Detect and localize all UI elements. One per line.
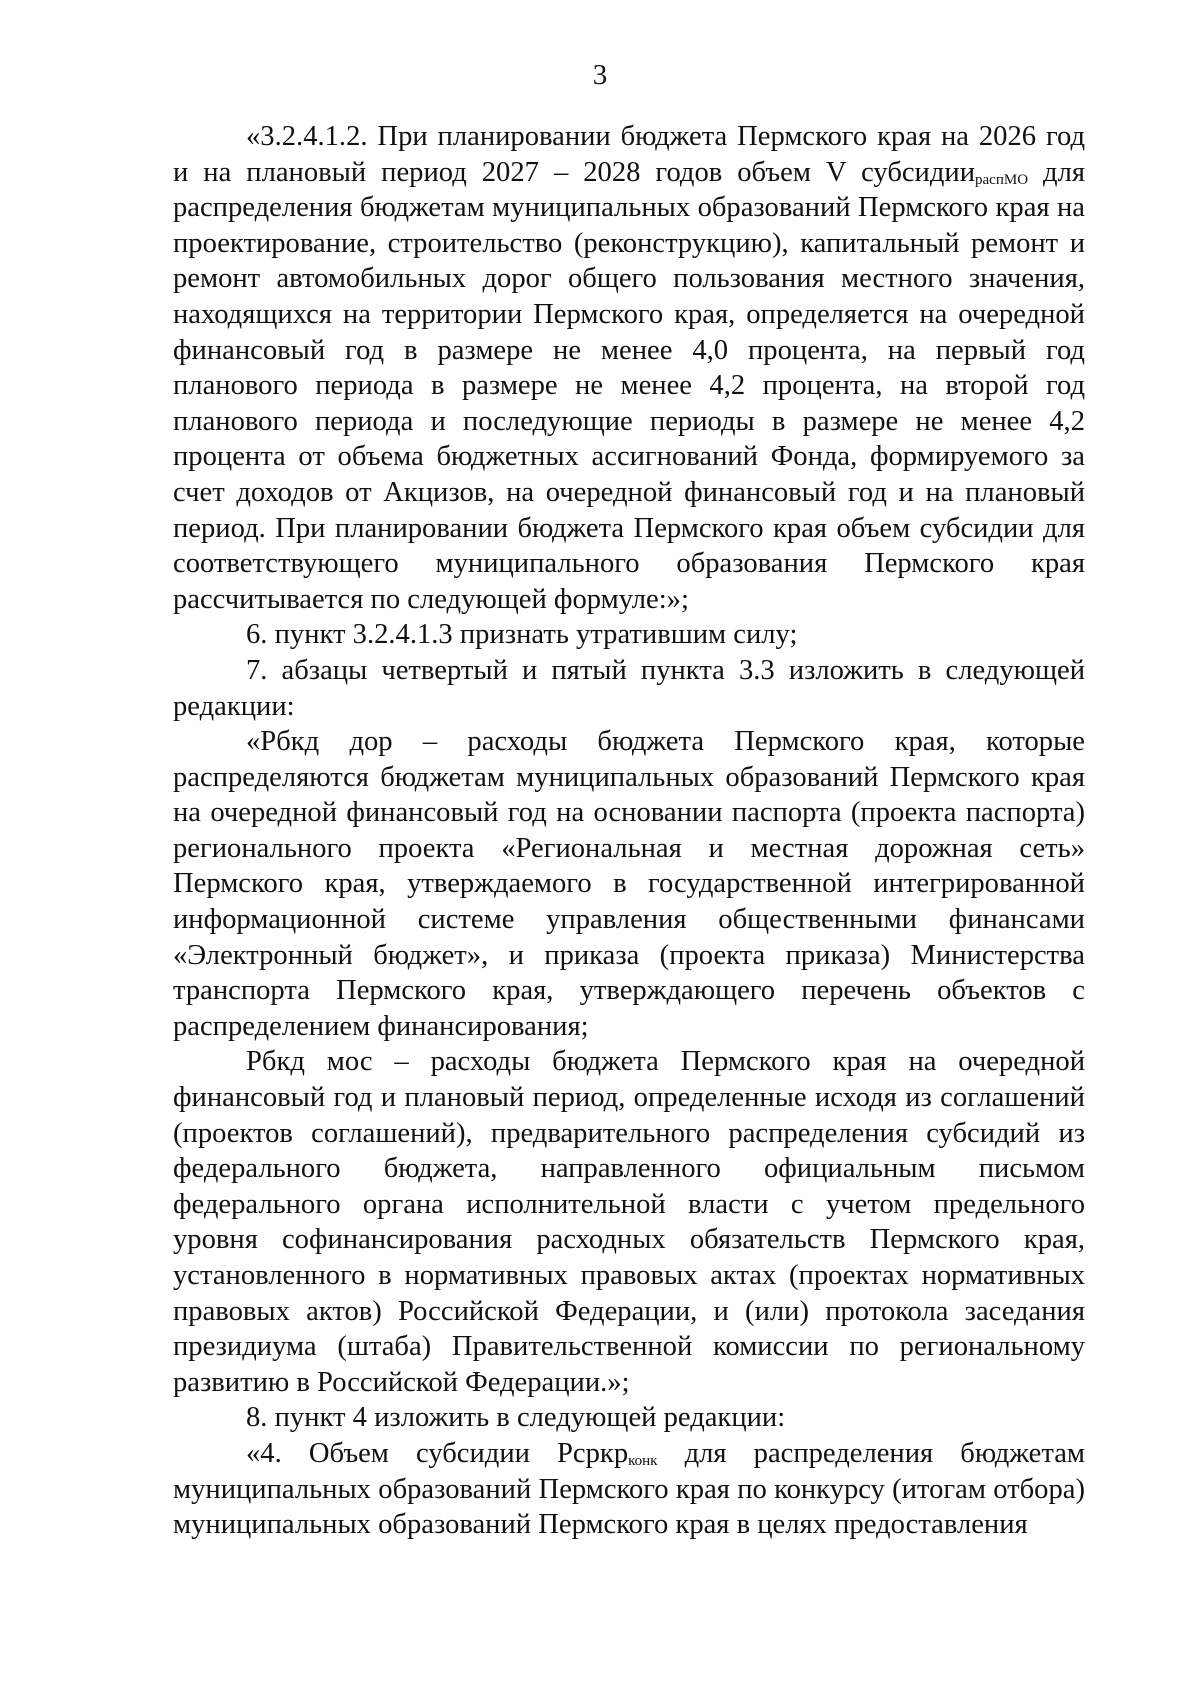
paragraph-text: «Рбкд дор – расходы бюджета Пермского края, которые распределяются бюджетам муниципальных образований Пермского края на очередной финансовый год на основании паспорта (проекта паспорта) регионального проекта «Региональная и местная дорожная сеть» Пермского края, утверждаемого в государственной интегрированной информационной системе управления общественными финансами «Электронный бюджет», и приказа (проекта приказа) Министерства транспорта Пермского края, утверждающего перечень объектов с распределением финансирования; bbox=[173, 726, 1085, 1042]
paragraph-text: 8. пункт 4 изложить в следующей редакции: bbox=[246, 1402, 786, 1434]
paragraph-rbkd-mos bbox=[173, 1044, 1085, 1400]
paragraph-3-2-4-1-2 bbox=[173, 119, 1085, 617]
paragraph-text: 6. пункт 3.2.4.1.3 признать утратившим силу; bbox=[246, 619, 798, 651]
document-body bbox=[173, 119, 1085, 1543]
paragraph-text: 7. абзацы четвертый и пятый пункта 3.3 изложить в следующей редакции: bbox=[173, 654, 1085, 722]
paragraph-item-7 bbox=[173, 653, 1085, 724]
paragraph-point-4 bbox=[173, 1436, 1085, 1543]
paragraph-text: «4. Объем субсидии Рсркр bbox=[246, 1437, 629, 1469]
page-number: 3 bbox=[592, 59, 608, 91]
paragraph-text: Рбкд мос – расходы бюджета Пермского края на очередной финансовый год и плановый период, определенные исходя из соглашений (проектов соглашений), предварительного распределения субсидий из федерального бюджета, направленного официальным письмом федерального органа исполнительной власти с учетом предельного уровня софинансирования расходных обязательств Пермского края, установленного в нормативных правовых актах (проектах нормативных правовых актов) Российской Федерации, и (или) протокола заседания президиума (штаба) Правительственной комиссии по региональному развитию в Российской Федерации.»; bbox=[173, 1046, 1085, 1398]
paragraph-item-6 bbox=[173, 617, 1085, 653]
paragraph-text: для распределения бюджетам муниципальных образований Пермского края по конкурсу (итогам отбора) муниципальных образований Пермского края в целях предоставления bbox=[173, 1437, 1085, 1541]
paragraph-rbkd-dor bbox=[173, 724, 1085, 1044]
paragraph-text: «3.2.4.1.2. При планировании бюджета Пермского края на 2026 год и на плановый период 2027 – 2028 годов объем V субсидии bbox=[173, 121, 1085, 188]
paragraph-item-8 bbox=[173, 1400, 1085, 1436]
subscript-konk: конк bbox=[628, 1452, 658, 1469]
paragraph-text: для распределения бюджетам муниципальных образований Пермского края на проектирование, строительство (реконструкцию), капитальный ремонт и ремонт автомобильных дорог общего пользования местного значения, находящихся на территории Пермского края, определяется на очередной финансовый год в размере не менее 4,0 процента, на первый год планового периода в размере не менее 4,2 процента, на второй год планового периода и последующие периоды в размере не менее 4,2 процента от объема бюджетных ассигнований Фонда, формируемого за счет доходов от Акцизов, на очередной финансовый год и на плановый период. При планировании бюджета Пермского края объем субсидии для соответствующего муниципального образования Пермского края рассчитывается по следующей формуле:»; bbox=[173, 156, 1085, 615]
subscript-raspmo: распМО bbox=[975, 171, 1029, 188]
